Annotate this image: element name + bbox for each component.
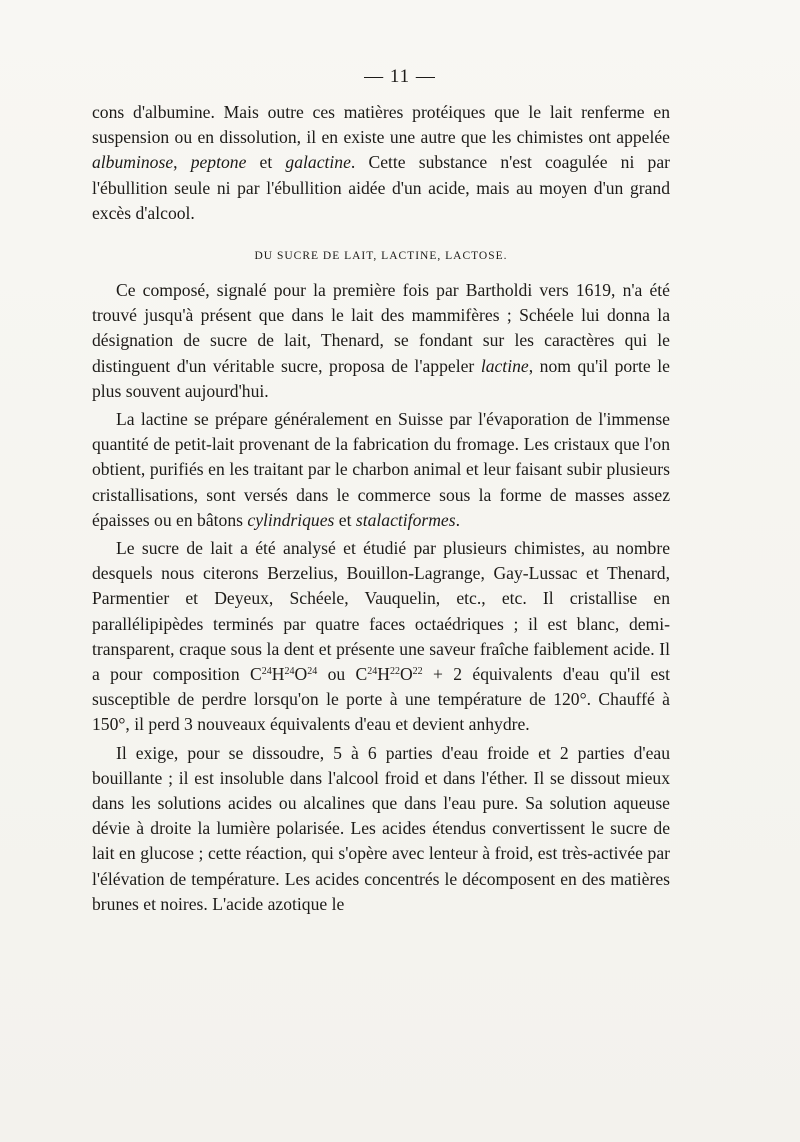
paragraph-origin — [92, 278, 670, 404]
italic-term: galactine — [285, 152, 351, 173]
text-run: Ce composé, signalé pour la première fois par Bartholdi vers 1619, n'a été trouvé jusqu'à présent que dans le lait des mammifères ; Schéele lui donna la désignation de sucre de lait, Thenard, se fondant sur les caractères qui le distinguent d'un véritable sucre, proposa de l'appeler — [92, 280, 670, 376]
text-run: , nom qu'il porte le plus souvent aujourd'hui. — [92, 355, 670, 401]
subscript-number: 24 — [307, 666, 318, 678]
italic-term: albuminose — [92, 152, 174, 173]
text-run: La lactine se prépare généralement en Suisse par l'évaporation de l'immense quantité de petit-lait provenant de la fabrication du fromage. Les cristaux que l'on obtient, purifiés en les traitant par le charbon animal et leur faisant subir plusieurs cristallisations, sont versés dans le commerce sous la forme de masses assez épaisses ou en bâtons — [92, 409, 670, 530]
italic-term: cylindriques — [247, 509, 335, 530]
subscript-number: 24 — [261, 666, 272, 678]
text-run: + 2 équivalents d'eau qu'il est susceptible de perdre lorsqu'on le porte à une température de 120°. Chauffé à 150°, il perd 3 nouveaux équivalents d'eau et devient anhydre. — [92, 664, 670, 735]
paragraph-solubility — [92, 741, 670, 917]
text-run: H — [377, 664, 390, 685]
text-run: et — [246, 152, 286, 173]
text-run: cons d'albumine. Mais outre ces matières protéiques que le lait renferme en suspension ou en dissolution, il en existe une autre que les chimistes ont appelée — [92, 102, 670, 148]
text-run: ou C — [317, 664, 368, 685]
text-run: Le sucre de lait a été analysé et étudié par plusieurs chimistes, au nombre desquels nous citerons Berzelius, Bouillon-Lagrange, Gay-Lussac et Thenard, Parmentier et Deyeux, Schéele, Vauquelin, etc., etc. Il cristallise en parallélipipèdes terminés par quatre faces octaédriques ; il est blanc, demi-transparent, craque sous la dent et présente une saveur fraîche faiblement acide. Il a pour composition C — [92, 538, 670, 685]
paragraph-preparation — [92, 407, 670, 533]
text-run: , — [173, 152, 191, 173]
text-run: Il exige, pour se dissoudre, 5 à 6 parties d'eau froide et 2 parties d'eau bouillante ; il est insoluble dans l'alcool froid et dans l'éther. Il se dissout mieux dans les solutions acides ou alcalines que dans l'eau pure. Sa solution aqueuse dévie à droite la lumière polarisée. Les acides étendus convertissent le sucre de lait en glucose ; cette réaction, qui s'opère avec lenteur à froid, est très-activée par l'élévation de température. Les acides concentrés le décomposent en des matières brunes et noires. L'acide azotique le — [92, 742, 670, 914]
section-heading: DU SUCRE DE LAIT, LACTINE, LACTOSE. — [254, 250, 508, 263]
text-run: O — [399, 664, 413, 685]
subscript-number: 24 — [367, 666, 378, 678]
text-run: O — [294, 664, 308, 685]
subscript-number: 24 — [284, 666, 295, 678]
text-run: . — [455, 509, 460, 530]
italic-term: stalactiformes — [355, 509, 456, 530]
text-run: H — [271, 664, 285, 685]
paragraph-properties — [92, 536, 670, 738]
subscript-number: 22 — [412, 666, 423, 678]
italic-term: peptone — [190, 152, 247, 173]
paragraph-albuminose — [92, 100, 670, 226]
body-text — [92, 100, 670, 917]
text-run: . Cette substance n'est coagulée ni par l'ébullition seule ni par l'ébullition aidée d'un acide, mais au moyen d'un grand excès d'alcool. — [92, 152, 670, 223]
page-number: — 11 — — [364, 66, 436, 87]
italic-term: lactine — [480, 355, 529, 376]
text-run: et — [334, 509, 356, 530]
subscript-number: 22 — [389, 666, 400, 678]
